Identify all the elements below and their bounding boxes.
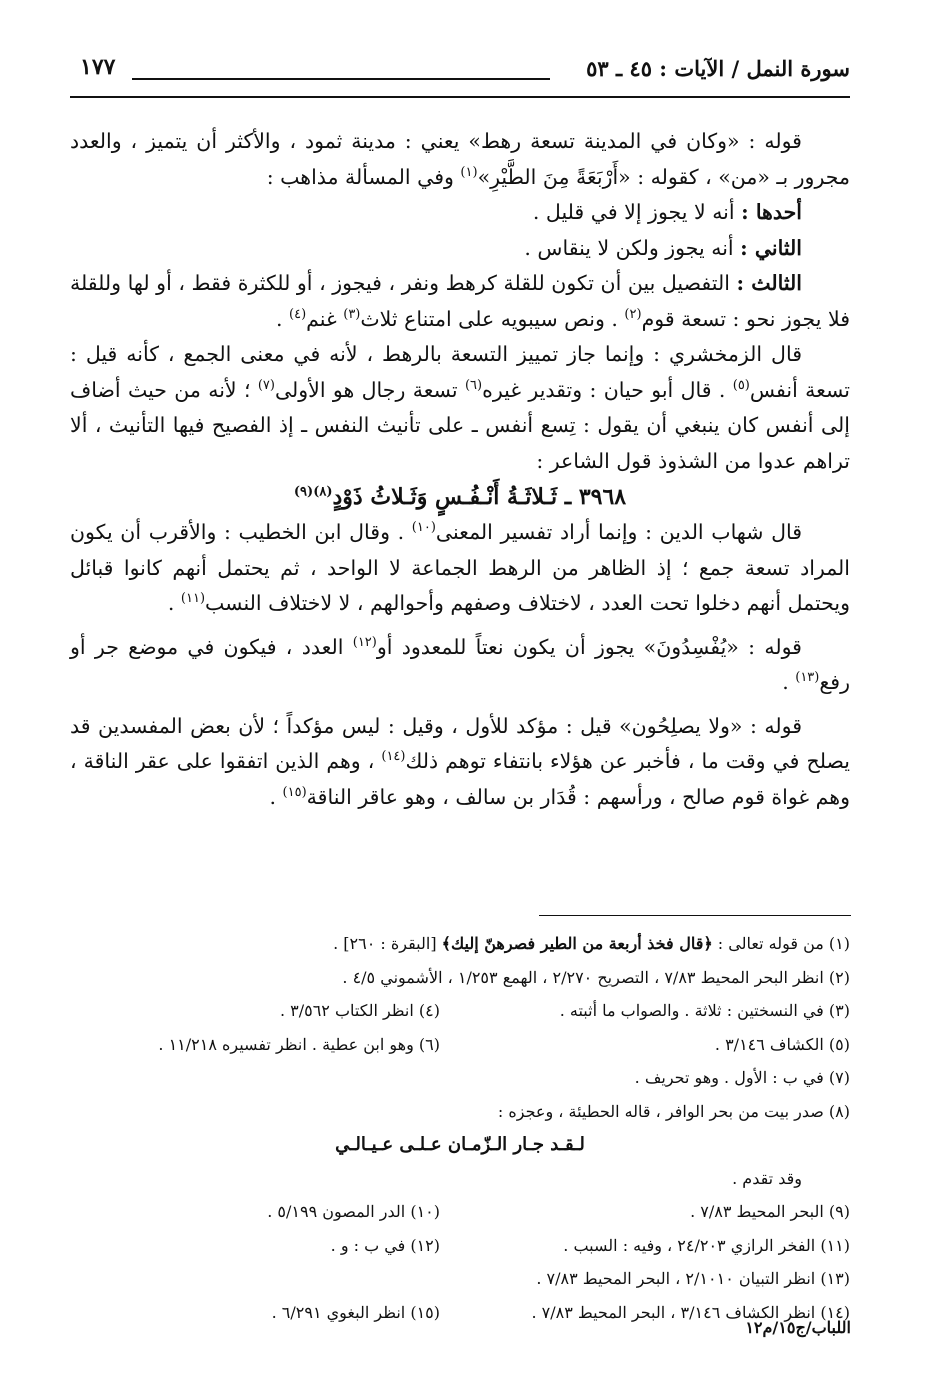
footnote-separator [539, 915, 851, 916]
paragraph-shihab: قال شهاب الدين : وإنما أراد تفسير المعنى$^{(١٠)}$ . وقال ابن الخطيب : والأقرب أن يكون المراد تسعة جمع ؛ إذ الظاهر من الرهط الجماعة لا الواحد ، ثم يحتمل أنهم كانوا قبائل ويحتمل أنهم دخلوا تحت العدد ، لاختلاف وصفهم وأحوالهم ، لا لاختلاف النسب$^{(١١)}$ . [70, 520, 850, 615]
footnote-9: (٩) البحر المحيط ٧/٨٣ . [690, 1202, 850, 1221]
footnote-ref-12: (١٢) [352, 634, 377, 650]
volume-signature: اللباب/ج١٥/م١٢ [745, 1318, 851, 1337]
footnote-6: (٦) وهو ابن عطية . انظر تفسيره ١١/٢١٨ . [158, 1034, 440, 1054]
footnote-ref-15: (١٥) [282, 784, 307, 800]
verse-text: ـ ثَـلاثَـةُ أَنْـفُـسٍ وَثَـلاثُ ذَوْدٍ [332, 484, 579, 510]
opinion-second: الثاني : أنه يجوز ولكن لا ينقاس . [524, 235, 802, 260]
header-leader-line [132, 78, 550, 80]
footnote-ref-14: (١٤) [381, 749, 406, 765]
footnote-ref-10: (١٠) [411, 520, 436, 536]
footnote-ref-3: (٣) [343, 306, 361, 322]
footnote-ref-9: (٩) [293, 484, 314, 500]
paragraph-rahṭ: قوله : «وكان في المدينة تسعة رهط» يعني : مدينة ثمود ، والأكثر أن يتميز ، والعدد مجرور بـ «من» ، كقوله : «أَرْبَعَةً مِنَ الطَّيْرِ»$^{(١)}$ وفي المسألة مذاهب : [70, 129, 850, 189]
footnote-row-9-10 [70, 1195, 850, 1229]
footnote-row-5-6 [70, 1028, 850, 1062]
footnote-15: (١٥) انظر البغوي ٦/٢٩١ . [271, 1302, 440, 1322]
footnote-10: (١٠) الدر المصون ٥/١٩٩ . [267, 1202, 440, 1221]
footnote-ref-6: (٦) [464, 377, 483, 393]
running-header [80, 52, 850, 96]
header-rule [70, 96, 850, 98]
footnote-ref-4: (٤) [289, 306, 307, 322]
footnote-4: (٤) انظر الكتاب ٣/٥٦٢ . [279, 1001, 440, 1020]
verse-line [70, 479, 850, 515]
opinion-third: الثالث : التفصيل بين أن تكون للقلة كرهط ونفر ، فيجوز ، أو للكثرة فقط ، أو لها وللقلة فلا يجوز نحو : تسعة قوم$^{(٢)}$ . ونص سيبويه على امتناع ثلاث$^{(٣)}$ غنم$^{(٤)}$ . [70, 271, 850, 331]
footnote-8: (٨) صدر بيت من بحر الوافر ، قاله الحطيئة ، وعجزه : [497, 1101, 850, 1121]
paragraph-zamakhshari: قال الزمخشري : وإنما جاز تمييز التسعة بالرهط ، لأنه في معنى الجمع ، كأنه قيل : تسعة أنفس$^{(٥)}$ . قال أبو حيان : وتقدير غيره$^{(٦)}$ تسعة رجال هو الأولى$^{(٧)}$ ؛ لأنه من حيث أضاف إلى أنفس كان ينبغي أن يقول : تِسع أنفس ـ على تأنيث النفس ـ إذ الفصيح فيها التأنيث ، ألا تراهم عدوا من الشذوذ قول الشاعر : [70, 342, 850, 473]
footnote-ref-2: (٢) [624, 306, 642, 322]
footnote-8-verse: لـقـد جـار الـزّمـان عـلـى عـيـالـي [335, 1134, 585, 1155]
footnotes [70, 927, 850, 1329]
main-text [70, 124, 850, 815]
footnote-5: (٥) الكشاف ٣/١٤٦ . [714, 1034, 850, 1054]
footnote-1: (١) من قوله تعالى : ﴿قال فخذ أربعة من الطير فصرهنّ إليك﴾ [البقرة : ٢٦٠] . [333, 934, 850, 953]
footnote-11: (١١) الفخر الرازي ٢٤/٢٠٣ ، وفيه : السبب . [563, 1235, 850, 1255]
page-number: ١٧٧ [80, 54, 116, 80]
footnote-12: (١٢) في ب : و . [330, 1235, 440, 1255]
paragraph-yufsidun: قوله : «يُفْسِدُونَ» يجوز أن يكون نعتاً للمعدود أو$^{(١٢)}$ العدد ، فيكون في موضع جر أو رفع$^{(١٣)}$ . [70, 634, 850, 694]
footnote-ref-13: (١٣) [795, 670, 820, 686]
footnote-ref-11: (١١) [180, 591, 206, 607]
footnote-ref-7: (٧) [257, 377, 275, 393]
footnote-13: (١٣) انظر التبيان ٢/١٠١٠ ، البحر المحيط ٧/٨٣ . [536, 1269, 850, 1288]
footnote-3: (٣) في النسختين : ثلاثة . والصواب ما أثبته . [559, 1001, 850, 1020]
footnote-row-11-12 [70, 1229, 850, 1263]
footnote-row-14-15 [70, 1296, 850, 1330]
footnote-2: (٢) انظر البحر المحيط ٧/٨٣ ، التصريح ٢/٢٧٠ ، الهمع ١/٢٥٣ ، الأشموني ٤/٥ . [342, 967, 850, 987]
footnote-ref-1: (١) [460, 164, 478, 180]
footnote-row-3-4 [70, 994, 850, 1028]
footnote-7: (٧) في ب : الأول . وهو تحريف . [634, 1068, 850, 1087]
opinion-first: أحدها : أنه لا يجوز إلا في قليل . [532, 200, 802, 224]
verse-number: ٣٩٦٨ [578, 484, 627, 510]
running-title: سورة النمل / الآيات : ٤٥ ـ ٥٣ [586, 56, 850, 81]
paragraph-yuslihun: قوله : «ولا يصلِحُون» قيل : مؤكد للأول ، وقيل : ليس مؤكداً ؛ لأن بعض المفسدين قد يصلح في وقت ما ، فأخبر عن هؤلاء بانتفاء توهم ذلك$^{(١٤)}$ ، وهم الذين اتفقوا على عقر الناقة ، وهم غواة قوم صالح ، ورأسهم : قُدَار بن سالف ، وهو عاقر الناقة$^{(١٥)}$ . [70, 713, 851, 809]
footnote-14: (١٤) انظر الكشاف ٣/١٤٦ ، البحر المحيط ٧/٨٣ . [531, 1302, 850, 1322]
footnote-ref-8: (٨) [313, 484, 333, 500]
footnote-8-note: وقد تقدم . [732, 1168, 802, 1188]
footnote-ref-5: (٥) [732, 377, 750, 393]
